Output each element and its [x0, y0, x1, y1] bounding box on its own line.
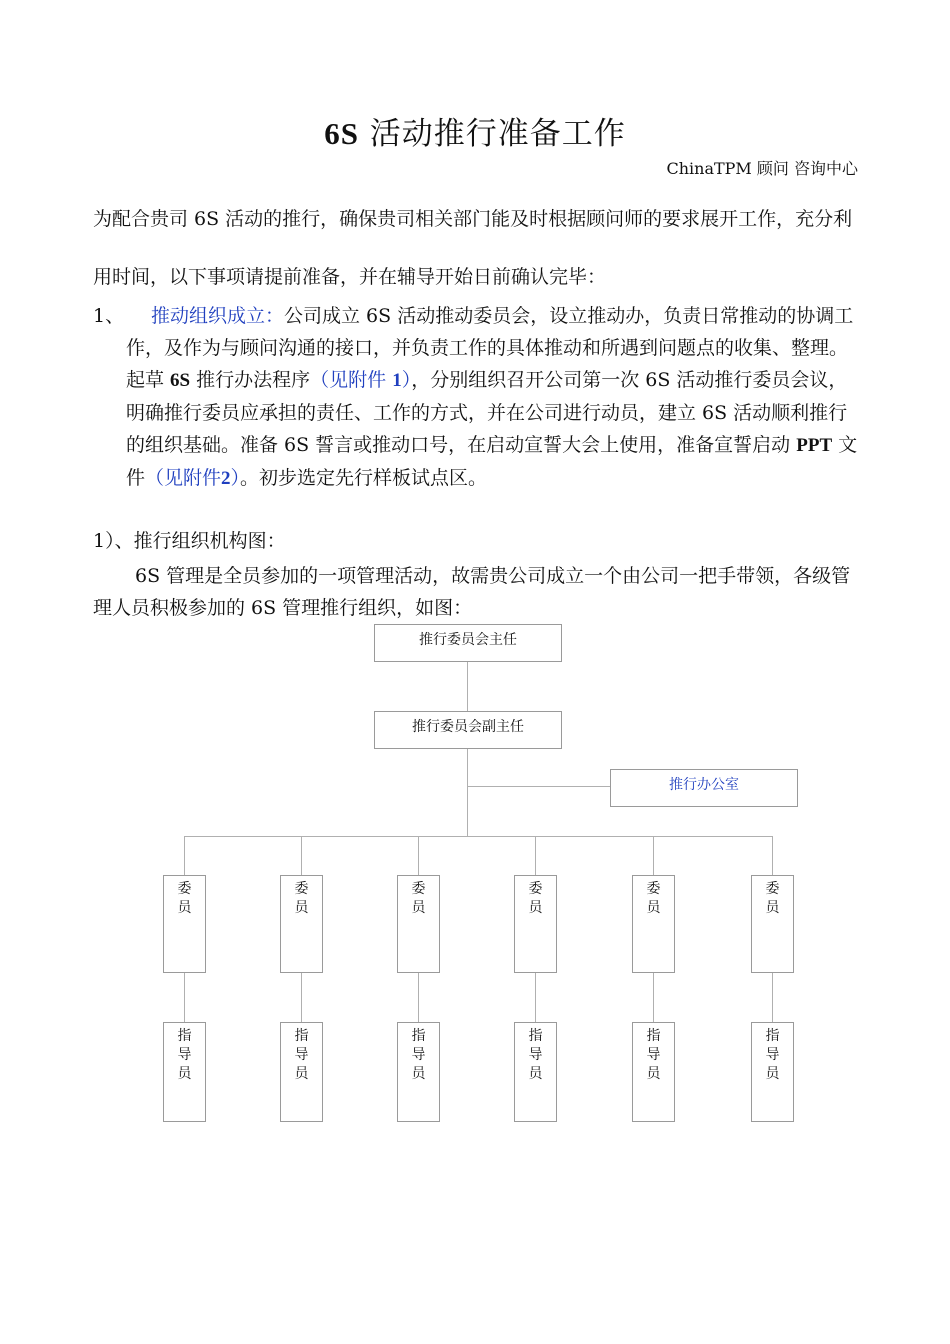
appendix-2-ref[interactable]: （见附件2） [145, 467, 241, 489]
connector-line [467, 749, 468, 836]
connector-line [184, 973, 185, 1023]
org-instructor-box [163, 1022, 206, 1122]
item-1-heading: 推动组织成立： [151, 305, 285, 327]
connector-line [467, 662, 468, 712]
org-member-box [514, 875, 557, 973]
org-member-box [751, 875, 794, 973]
connector-line [418, 973, 419, 1023]
org-paragraph: 6S 管理是全员参加的一项管理活动，故需贵公司成立一个由公司一把手带领，各级管理人员积极参加的 6S 管理推行组织，如图： [93, 565, 851, 619]
connector-line [467, 786, 611, 787]
org-instructor-box [751, 1022, 794, 1122]
org-director-box: 推行委员会主任 [374, 624, 562, 662]
org-instructor-label: 指导员 [528, 1028, 543, 1082]
connector-line [772, 973, 773, 1023]
connector-line [184, 836, 185, 876]
org-instructor-label: 指导员 [411, 1028, 426, 1082]
org-instructor-label: 指导员 [177, 1028, 192, 1082]
org-vice-director-box: 推行委员会副主任 [374, 711, 562, 749]
org-member-box [163, 875, 206, 973]
org-member-box [397, 875, 440, 973]
connector-line [772, 836, 773, 876]
org-instructor-box [632, 1022, 675, 1122]
org-instructor-box [397, 1022, 440, 1122]
appendix-1-ref[interactable]: （见附件 1） [310, 369, 412, 391]
connector-line [418, 836, 419, 876]
org-instructor-label: 指导员 [294, 1028, 309, 1082]
item-1: 1、 推动组织成立：公司成立 6S 活动推动委员会，设立推动办，负责日常推动的协调工作，及作为与顾问沟通的接口，并负责工作的具体推动和所遇到问题点的收集、整理。起草 6S 推行办法程序（见附件 1），分别组织召开公司第一次 6S 活动推行委员会议，明确推行委员应承担的责任、工作的方式，并在公司进行动员，建立 6S 活动顺利推行的组织基础。准备 6S 誓言或推动口号，在启动宣誓大会上使用，准备宣誓启动 PPT 文件（见附件2）。初步选定先行样板试点区。 [93, 300, 858, 495]
page-title: 6S 活动推行准备工作 [324, 116, 626, 152]
org-instructor-label: 指导员 [646, 1028, 661, 1082]
org-instructor-box [514, 1022, 557, 1122]
intro-paragraph: 为配合贵司 6S 活动的推行，确保贵司相关部门能及时根据顾问师的要求展开工作，充分利用时间，以下事项请提前准备，并在辅导开始日前确认完毕： [93, 208, 853, 288]
org-member-box [280, 875, 323, 973]
org-member-label: 委员 [765, 881, 780, 916]
org-member-label: 委员 [528, 881, 543, 916]
connector-line [535, 973, 536, 1023]
org-member-label: 委员 [294, 881, 309, 916]
connector-line [535, 836, 536, 876]
item-1-number: 1、 [93, 305, 125, 327]
org-office-box: 推行办公室 [610, 769, 798, 807]
org-instructor-label: 指导员 [765, 1028, 780, 1082]
connector-line [301, 973, 302, 1023]
connector-line [184, 836, 772, 837]
connector-line [301, 836, 302, 876]
connector-line [653, 836, 654, 876]
org-member-label: 委员 [177, 881, 192, 916]
connector-line [653, 973, 654, 1023]
org-member-label: 委员 [646, 881, 661, 916]
org-member-label: 委员 [411, 881, 426, 916]
org-member-box [632, 875, 675, 973]
source-label: ChinaTPM 顾问 咨询中心 [666, 159, 858, 178]
org-instructor-box [280, 1022, 323, 1122]
org-chart-heading: 1）、推行组织机构图： [93, 530, 286, 552]
